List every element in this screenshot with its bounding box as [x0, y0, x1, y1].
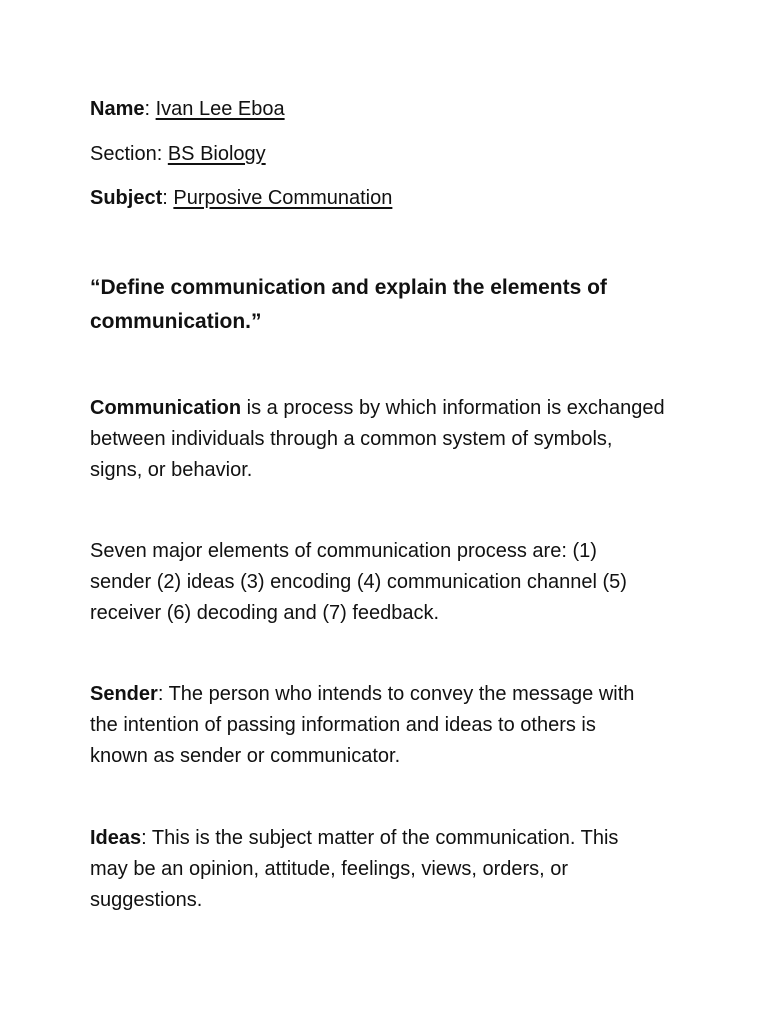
subject-value: Purposive Communation	[173, 187, 393, 209]
elements-paragraph	[90, 536, 690, 629]
name-line: Name: Ivan Lee Eboa	[90, 98, 285, 120]
section-label: Section:	[90, 143, 163, 165]
sender-line-1: : The person who intends to convey the message with	[157, 683, 635, 705]
ideas-line-2: may be an opinion, attitude, feelings, views, orders, or	[90, 858, 569, 880]
elements-line-3: receiver (6) decoding and (7) feedback.	[90, 602, 440, 624]
ideas-line-3: suggestions.	[90, 889, 203, 911]
definition-line-3: signs, or behavior.	[90, 459, 253, 481]
ideas-term: Ideas	[90, 827, 142, 849]
question-heading	[90, 271, 690, 339]
sender-term: Sender	[90, 683, 158, 705]
sender-paragraph	[90, 679, 690, 772]
sender-line-2: the intention of passing information and ideas to others is	[90, 714, 596, 736]
name-value: Ivan Lee Eboa	[155, 98, 285, 120]
definition-line-2: between individuals through a common system of symbols,	[90, 428, 613, 450]
definition-paragraph	[90, 393, 690, 486]
elements-line-1: Seven major elements of communication process are: (1)	[90, 540, 597, 562]
elements-line-2: sender (2) ideas (3) encoding (4) communication channel (5)	[90, 571, 627, 593]
question-line-1: “Define communication and explain the elements of	[90, 276, 607, 299]
section-value: BS Biology	[167, 143, 266, 165]
subject-label: Subject	[90, 187, 163, 209]
ideas-line-1: : This is the subject matter of the communication. This	[141, 827, 619, 849]
name-label: Name	[90, 98, 145, 120]
definition-term: Communication	[90, 397, 242, 419]
subject-line: Subject: Purposive Communation	[90, 187, 393, 209]
sender-line-3: known as sender or communicator.	[90, 745, 401, 767]
definition-line-1: is a process by which information is exchanged	[241, 397, 665, 419]
section-line	[90, 139, 266, 170]
ideas-paragraph	[90, 823, 690, 916]
question-line-2: communication.”	[90, 310, 262, 333]
